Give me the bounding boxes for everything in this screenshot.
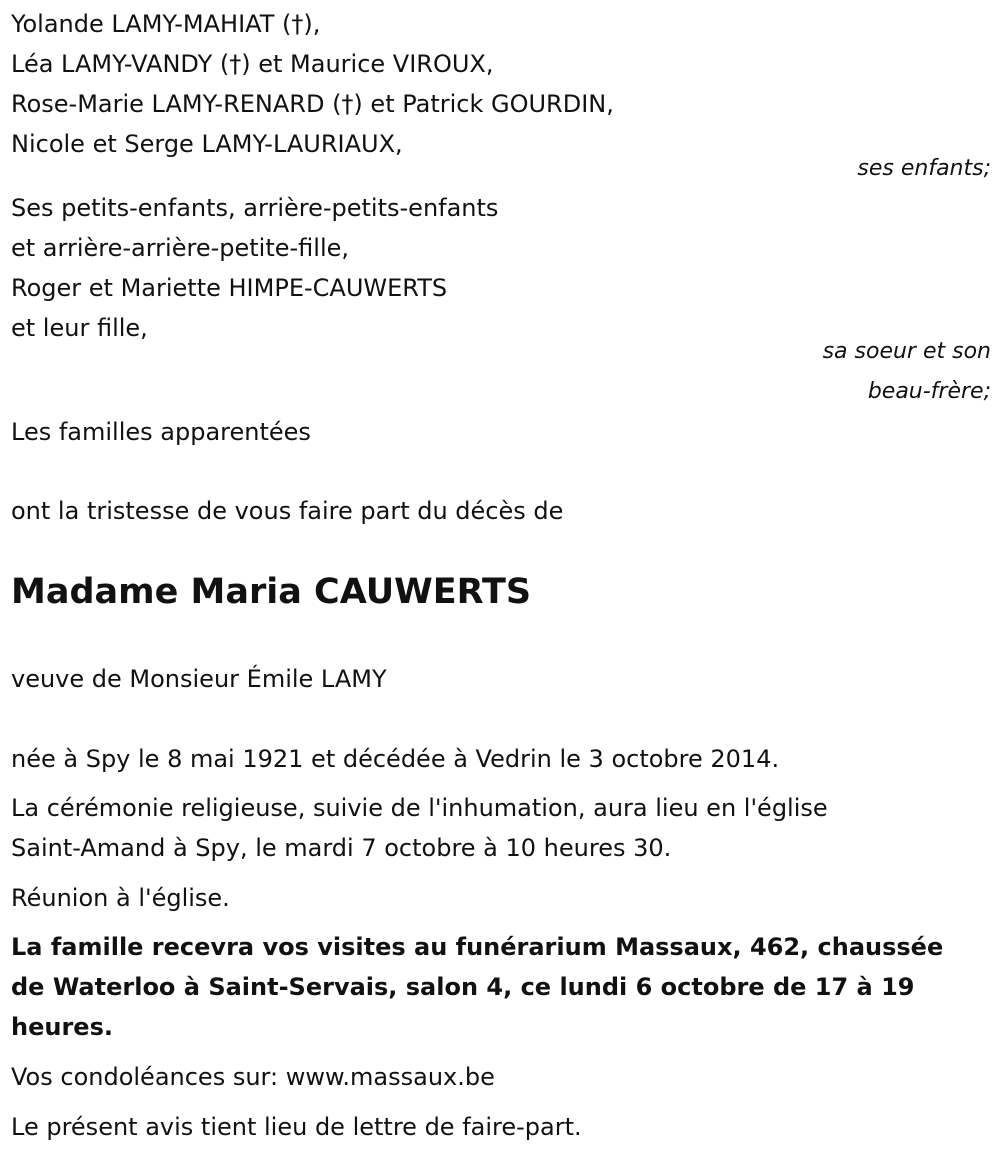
children-list xyxy=(11,4,991,164)
visits-line-2: de Waterloo à Saint-Servais, salon 4, ce lundi 6 octobre de 17 à 19 xyxy=(11,973,915,1001)
sibling-list xyxy=(11,188,991,348)
child-line-4: Nicole et Serge LAMY-LAURIAUX, xyxy=(11,130,403,158)
child-line-3: Rose-Marie LAMY-RENARD (†) et Patrick GOURDIN, xyxy=(11,90,614,118)
sibling-line-3: Roger et Mariette HIMPE-CAUWERTS xyxy=(11,274,448,302)
children-relation: ses enfants; xyxy=(857,156,991,181)
sibling-relation-1: sa soeur et son xyxy=(822,339,991,364)
meeting-info: Réunion à l'église. xyxy=(11,884,230,912)
birth-death-dates: née à Spy le 8 mai 1921 et décédée à Vedrin le 3 octobre 2014. xyxy=(11,745,780,773)
ceremony-info xyxy=(11,788,991,868)
sibling-line-2: et arrière-arrière-petite-fille, xyxy=(11,234,350,262)
visits-line-3: heures. xyxy=(11,1013,113,1041)
child-line-2: Léa LAMY-VANDY (†) et Maurice VIROUX, xyxy=(11,50,494,78)
related-families: Les familles apparentées xyxy=(11,418,311,446)
child-line-1: Yolande LAMY-MAHIAT (†), xyxy=(11,10,321,38)
visits-info xyxy=(11,927,991,1047)
visits-line-1: La famille recevra vos visites au funérarium Massaux, 462, chaussée xyxy=(11,933,944,961)
condolences-info: Vos condoléances sur: www.massaux.be xyxy=(11,1063,495,1091)
sibling-line-1: Ses petits-enfants, arrière-petits-enfants xyxy=(11,194,499,222)
announcement-text: ont la tristesse de vous faire part du décès de xyxy=(11,497,564,525)
widow-of: veuve de Monsieur Émile LAMY xyxy=(11,665,387,693)
sibling-relation-2: beau-frère; xyxy=(867,379,991,404)
sibling-line-4: et leur fille, xyxy=(11,314,148,342)
notice-footer: Le présent avis tient lieu de lettre de faire-part. xyxy=(11,1113,582,1141)
ceremony-line-2: Saint-Amand à Spy, le mardi 7 octobre à 10 heures 30. xyxy=(11,834,672,862)
deceased-name: Madame Maria CAUWERTS xyxy=(11,572,532,612)
ceremony-line-1: La cérémonie religieuse, suivie de l'inhumation, aura lieu en l'église xyxy=(11,794,828,822)
